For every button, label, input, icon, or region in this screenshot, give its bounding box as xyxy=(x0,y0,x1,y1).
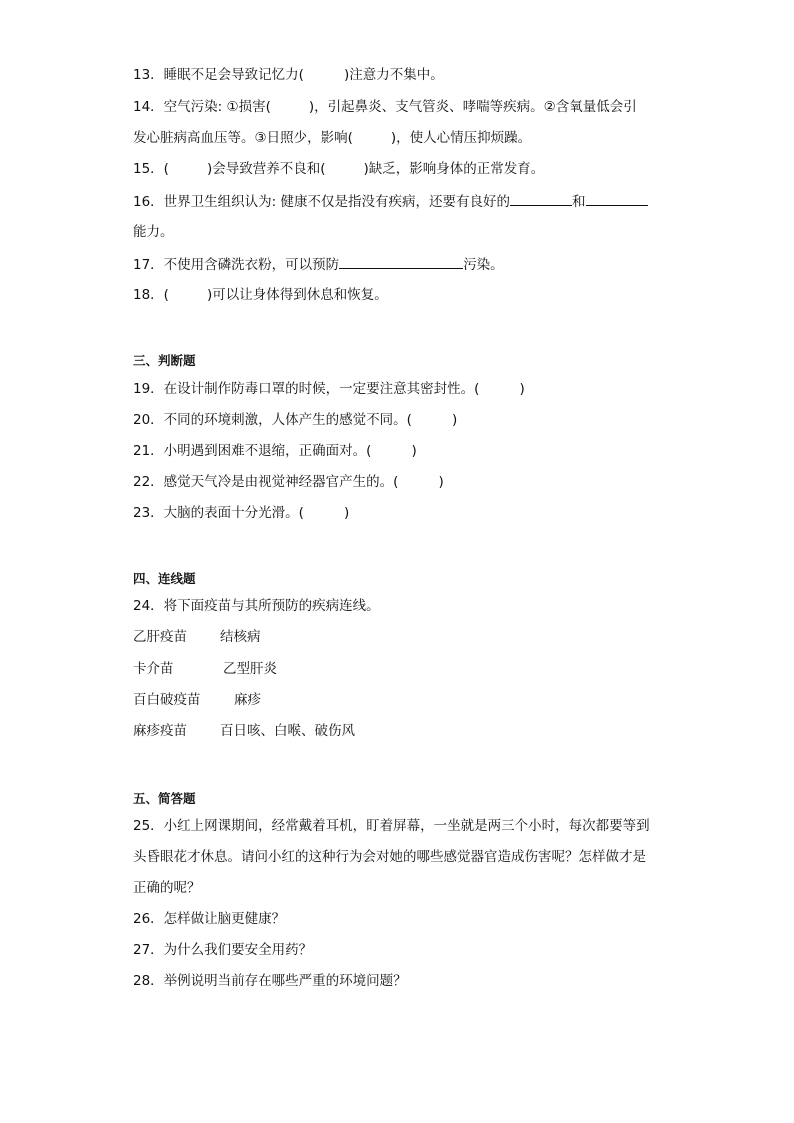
question-17: 17．不使用含磷洗衣粉，可以预防 污染。 xyxy=(133,254,504,275)
question-14-line-1: 14．空气污染: ①损害( )，引起鼻炎、支气管炎、哮喘等疾病。②含氧量低会引 xyxy=(133,99,637,115)
question-19: 19．在设计制作防毒口罩的时候，一定要注意其密封性。( ) xyxy=(133,381,525,397)
question-25-line-3: 正确的呢？ xyxy=(133,880,201,896)
disease-item[interactable]: 乙型肝炎 xyxy=(223,661,277,677)
question-14-line-2: 发心脏病高血压等。③日照少，影响( )，使人心情压抑烦躁。 xyxy=(133,130,532,146)
disease-item[interactable]: 百日咳、白喉、破伤风 xyxy=(220,723,355,739)
question-28: 28．举例说明当前存在哪些严重的环境问题？ xyxy=(133,973,407,989)
vaccine-item[interactable]: 百白破疫苗 xyxy=(133,692,201,708)
answer-blank[interactable] xyxy=(510,191,572,206)
question-24: 24．将下面疫苗与其所预防的疾病连线。 xyxy=(133,598,380,614)
question-25-line-1: 25．小红上网课期间，经常戴着耳机，盯着屏幕，一坐就是两三个小时，每次都要等到 xyxy=(133,818,650,834)
section-5-heading: 五、简答题 xyxy=(133,791,196,806)
question-27: 27．为什么我们要安全用药？ xyxy=(133,942,313,958)
question-16-line-2: 能力。 xyxy=(133,224,174,240)
section-3-heading: 三、判断题 xyxy=(133,353,196,368)
question-22: 22．感觉天气冷是由视觉神经器官产生的。( ) xyxy=(133,474,444,490)
disease-item[interactable]: 结核病 xyxy=(220,629,261,645)
answer-blank[interactable] xyxy=(586,191,648,206)
section-4-heading: 四、连线题 xyxy=(133,571,196,586)
question-16-line-1: 16．世界卫生组织认为: 健康不仅是指没有疾病，还要有良好的 和 xyxy=(133,191,648,212)
disease-item[interactable]: 麻疹 xyxy=(234,692,261,708)
question-15: 15．( )会导致营养不良和( )缺乏，影响身体的正常发育。 xyxy=(133,161,545,177)
vaccine-item[interactable]: 乙肝疫苗 xyxy=(133,629,187,645)
question-13: 13．睡眠不足会导致记忆力( )注意力不集中。 xyxy=(133,67,444,83)
question-26: 26．怎样做让脑更健康？ xyxy=(133,911,286,927)
question-23: 23．大脑的表面十分光滑。( ) xyxy=(133,505,350,521)
answer-blank[interactable] xyxy=(339,254,463,269)
question-20: 20．不同的环境刺激，人体产生的感觉不同。( ) xyxy=(133,412,458,428)
vaccine-item[interactable]: 卡介苗 xyxy=(133,661,174,677)
question-25-line-2: 头昏眼花才休息。请问小红的这种行为会对她的哪些感觉器官造成伤害呢？怎样做才是 xyxy=(133,849,646,865)
question-18: 18．( )可以让身体得到休息和恢复。 xyxy=(133,287,388,303)
vaccine-item[interactable]: 麻疹疫苗 xyxy=(133,723,187,739)
question-21: 21．小明遇到困难不退缩，正确面对。( ) xyxy=(133,443,417,459)
